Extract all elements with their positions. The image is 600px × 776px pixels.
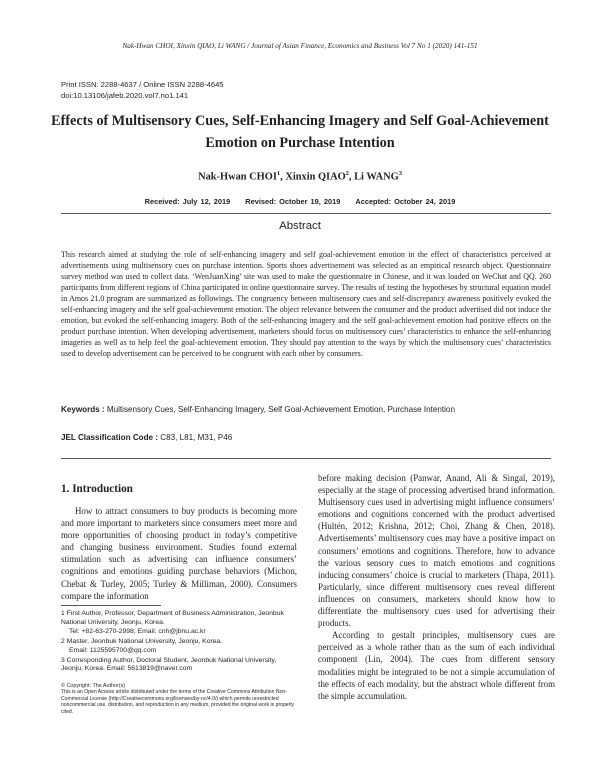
intro-paragraph: According to gestalt principles, multisensory cues are perceived as a whole rather than as the sum of each individual component (Lin, 2004). The cues from different sensory modalities might be integrated to be not a simple accumulation of the effects of each modality, but the abstract whole different from the simple accumulation. xyxy=(318,630,555,701)
header-divider xyxy=(61,213,551,214)
author-name: Xinxin QIAO xyxy=(285,171,346,183)
accepted-date: Accepted: October 24, 2019 xyxy=(355,197,456,206)
footnote-divider xyxy=(61,605,161,606)
received-date: Received: July 12, 2019 xyxy=(144,197,231,206)
doi-line: doi:10.13106/jafeb.2020.vol7.no1.141 xyxy=(61,90,189,100)
footnote-text: 3 Corresponding Author, Doctoral Student, Jeonbuk National University, Jeonju, Korea. Email: 5613819@naver.com xyxy=(61,656,277,673)
intro-right-column xyxy=(318,472,555,702)
issn-line: Print ISSN: 2288-4637 / Online ISSN 2288-4645 xyxy=(61,80,224,89)
submission-dates xyxy=(0,197,600,206)
intro-paragraph: before making decision (Panwar, Anand, Ali & Singal, 2019), especially at the stage of processing advertised brand information. Multisensory cues used in advertising might influence consumers’ emotions and cognitions concerned with the product advertised (Hultén, 2012; Krishna, 2012; Choi, Zhang & Chen, 2018). Advertisements’ multisensory cues may have a positive impact on consumers’ emotions and cognitions. Therefore, how to advance the various sensory cues to match emotions and cognitions inducing consumers’ choice is crucial to marketers (Thapa, 2011). Particularly, since different multisensory cues reveal different influences on consumers, marketers should know how to differentiate the multisensory cues used for advertising their products. xyxy=(318,473,555,629)
author-name: Nak-Hwan CHOI xyxy=(198,171,277,183)
paper-title: Effects of Multisensory Cues, Self-Enhancing Imagery and Self Goal-Achievement Emotion on Purchase Intention xyxy=(51,113,549,151)
footnote xyxy=(61,657,297,675)
running-header: Nak-Hwan CHOI, Xinxin QIAO, Li WANG / Journal of Asian Finance, Economics and Business Vol 7 No 1 (2020) 141-151 xyxy=(122,42,478,50)
section-heading: 1. Introduction xyxy=(61,483,133,495)
intro-left-column: How to attract consumers to buy products is becoming more and more important to marketers since consumers meet more and more opportunities of choosing product in today’s competitive and changing business environment. Studies found external stimulation such as advertising can influence consumers’ cognitions and emotions guiding purchase behaviors (Michon, Chebat & Turley, 2005; Turley & Milliman, 2000). Consumers compare the information xyxy=(61,506,297,601)
keywords-line xyxy=(61,404,551,415)
copyright-line: © Copyright: The Author(s) xyxy=(61,683,126,689)
author-affiliation-mark: 2 xyxy=(345,170,349,177)
footnotes xyxy=(61,610,297,675)
author-affiliation-mark: 1 xyxy=(276,170,281,177)
footnote xyxy=(61,638,297,656)
abstract-text: This research aimed at studying the role of self-enhancing imagery and self goal-achievement emotion in the effect of characteristics perceived at advertisements using multisensory cues on purchase intention. Sports shoes advertisement was selected as an empirical research object. Questionnaire survey method was used to collect data. ‘WenJuanXing’ site was used to make the questionnaire in Chinese, and it was loaded on WeChat and QQ. 260 participants from different regions of China participated in online questionnaire survey. The results of testing the hypotheses by structural equation model in Amos 21.0 program are summarized as followings. The congruency between multisensory cues and self-discrepancy awareness positively evoked the self-enhancing imagery and the self goal-achievement emotion. The object relevance between the consumer and the product advertised did not induce the emotion, but evoked the self-enhancing imagery. Both of the self-enhancing imagery and the self goal-achievement emotion had positive effects on the product purchase intention. When developing advertisement, marketers should focus on multisensory cues’ characteristics to enhance the self-enhancing imageries as well as to help feel the goal-achievement emotion. They should pay attention to the ways by which the multisensory cues’ characteristics used to develop advertisement can be perceived to be congruent with each other by consumers. xyxy=(61,250,551,359)
author-name: Li WANG xyxy=(354,171,399,183)
jel-line xyxy=(61,433,551,442)
keywords-value: Multisensory Cues, Self-Enhancing Imagery, Self Goal-Achievement Emotion, Purchase Intention xyxy=(104,405,455,414)
abstract-heading: Abstract xyxy=(279,220,321,232)
author-affiliation-mark: 3 xyxy=(398,170,402,177)
footnote xyxy=(61,610,297,637)
license-notice xyxy=(61,683,297,715)
footnote-text: 2 Master, Jeonbuk National University, Jeonju, Korea. xyxy=(61,637,223,645)
license-text: This is an Open Access article distributed under the terms of the Creative Commons Attribution Non-Commercial License (http://Creativecommons.org/licenses/by-nc/4.0/) which permits unrestricted noncommercial use, distribution, and reproduction in any medium, provided the original work is properly cited. xyxy=(61,689,295,715)
issn-block xyxy=(61,80,224,101)
footnote-contact: Tel: +82-63-270-2998, Email: cnh@jbnu.ac.kr xyxy=(69,627,206,635)
abstract-divider xyxy=(61,458,551,459)
footnote-text: 1 First Author, Professor, Department of Business Administration, Jeonbuk National University, Jeonju, Korea. xyxy=(61,610,284,626)
jel-label: JEL Classification Code : xyxy=(61,433,158,442)
author-list: Nak-Hwan CHOI$^1$, Xinxin QIAO$^2$, Li WANG$^3$ xyxy=(198,170,402,183)
revised-date: Revised: October 19, 2019 xyxy=(245,197,341,206)
footnote-contact: Email: 1125595700@qq.com xyxy=(69,646,157,654)
jel-value: C83, L81, M31, P46 xyxy=(158,433,233,442)
keywords-label: Keywords : xyxy=(61,405,105,414)
